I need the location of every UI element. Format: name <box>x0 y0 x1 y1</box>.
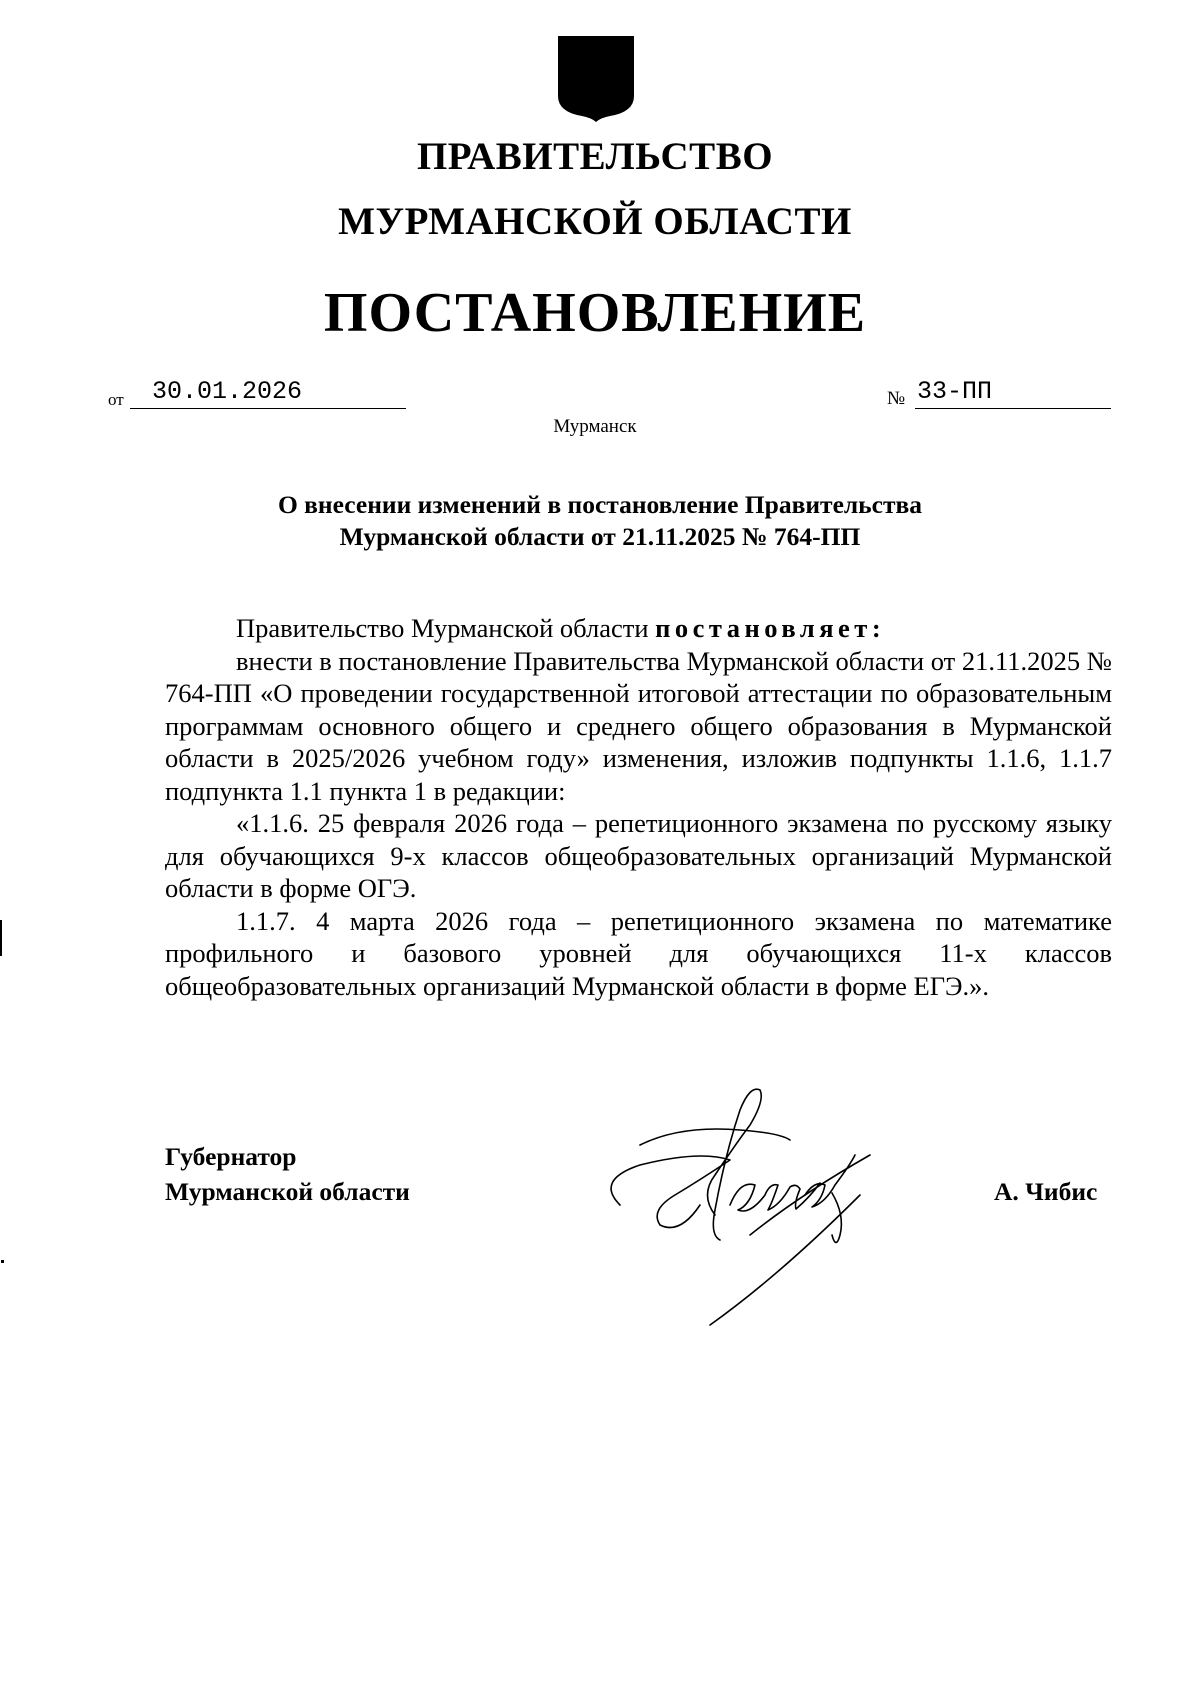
body-paragraph-2: «1.1.6. 25 февраля 2026 года – репетиционного экзамена по русскому языку для обучающихся 9-х классов общеобразовательных организаций Мурманской области в форме ОГЭ. <box>165 808 1112 903</box>
handwritten-signature <box>600 1085 940 1345</box>
decree-intro <box>165 612 1112 645</box>
signatory-title-line1: Губернатор <box>165 1142 297 1171</box>
scan-margin-mark <box>0 920 2 956</box>
coat-of-arms-emblem <box>556 34 636 122</box>
decree-word: постановляет: <box>655 613 886 643</box>
number-prefix: № <box>887 388 906 409</box>
document-city: Мурманск <box>553 416 637 437</box>
document-body <box>165 612 1112 1002</box>
document-date: 30.01.2026 <box>130 377 406 409</box>
body-paragraph-1: внести в постановление Правительства Мурманской области от 21.11.2025 № 764-ПП «О проведении государственной итоговой аттестации по образовательным программам основного общего и среднего общего образования в Мурманской области в 2025/2026 учебном году» изменения, изложив подпункты 1.1.6, 1.1.7 подпункта 1.1 пункта 1 в редакции: <box>165 645 1113 806</box>
document-number: 33-ПП <box>915 377 1111 409</box>
signatory-title <box>165 1139 410 1209</box>
document-type-title: ПОСТАНОВЛЕНИЕ <box>323 282 867 344</box>
body-paragraph-3: 1.1.7. 4 марта 2026 года – репетиционного экзамена по математике профильного и базового уровней для обучающихся 11-х классов общеобразовательных организаций Мурманской области в форме ЕГЭ.». <box>165 905 1112 1001</box>
intro-text: Правительство Мурманской области <box>236 613 656 643</box>
org-name-line1: ПРАВИТЕЛЬСТВО <box>416 135 774 178</box>
subject-line1: О внесении изменений в постановление Правительства <box>277 490 923 519</box>
signatory-title-line2: Мурманской области <box>165 1177 410 1206</box>
scan-speck <box>1 1260 4 1263</box>
date-prefix: от <box>108 390 124 409</box>
org-name-line2: МУРМАНСКОЙ ОБЛАСТИ <box>338 200 852 243</box>
document-subject <box>0 489 1200 553</box>
signer-name: А. Чибис <box>994 1177 1098 1206</box>
subject-line2: Мурманской области от 21.11.2025 № 764-ПП <box>339 522 861 551</box>
